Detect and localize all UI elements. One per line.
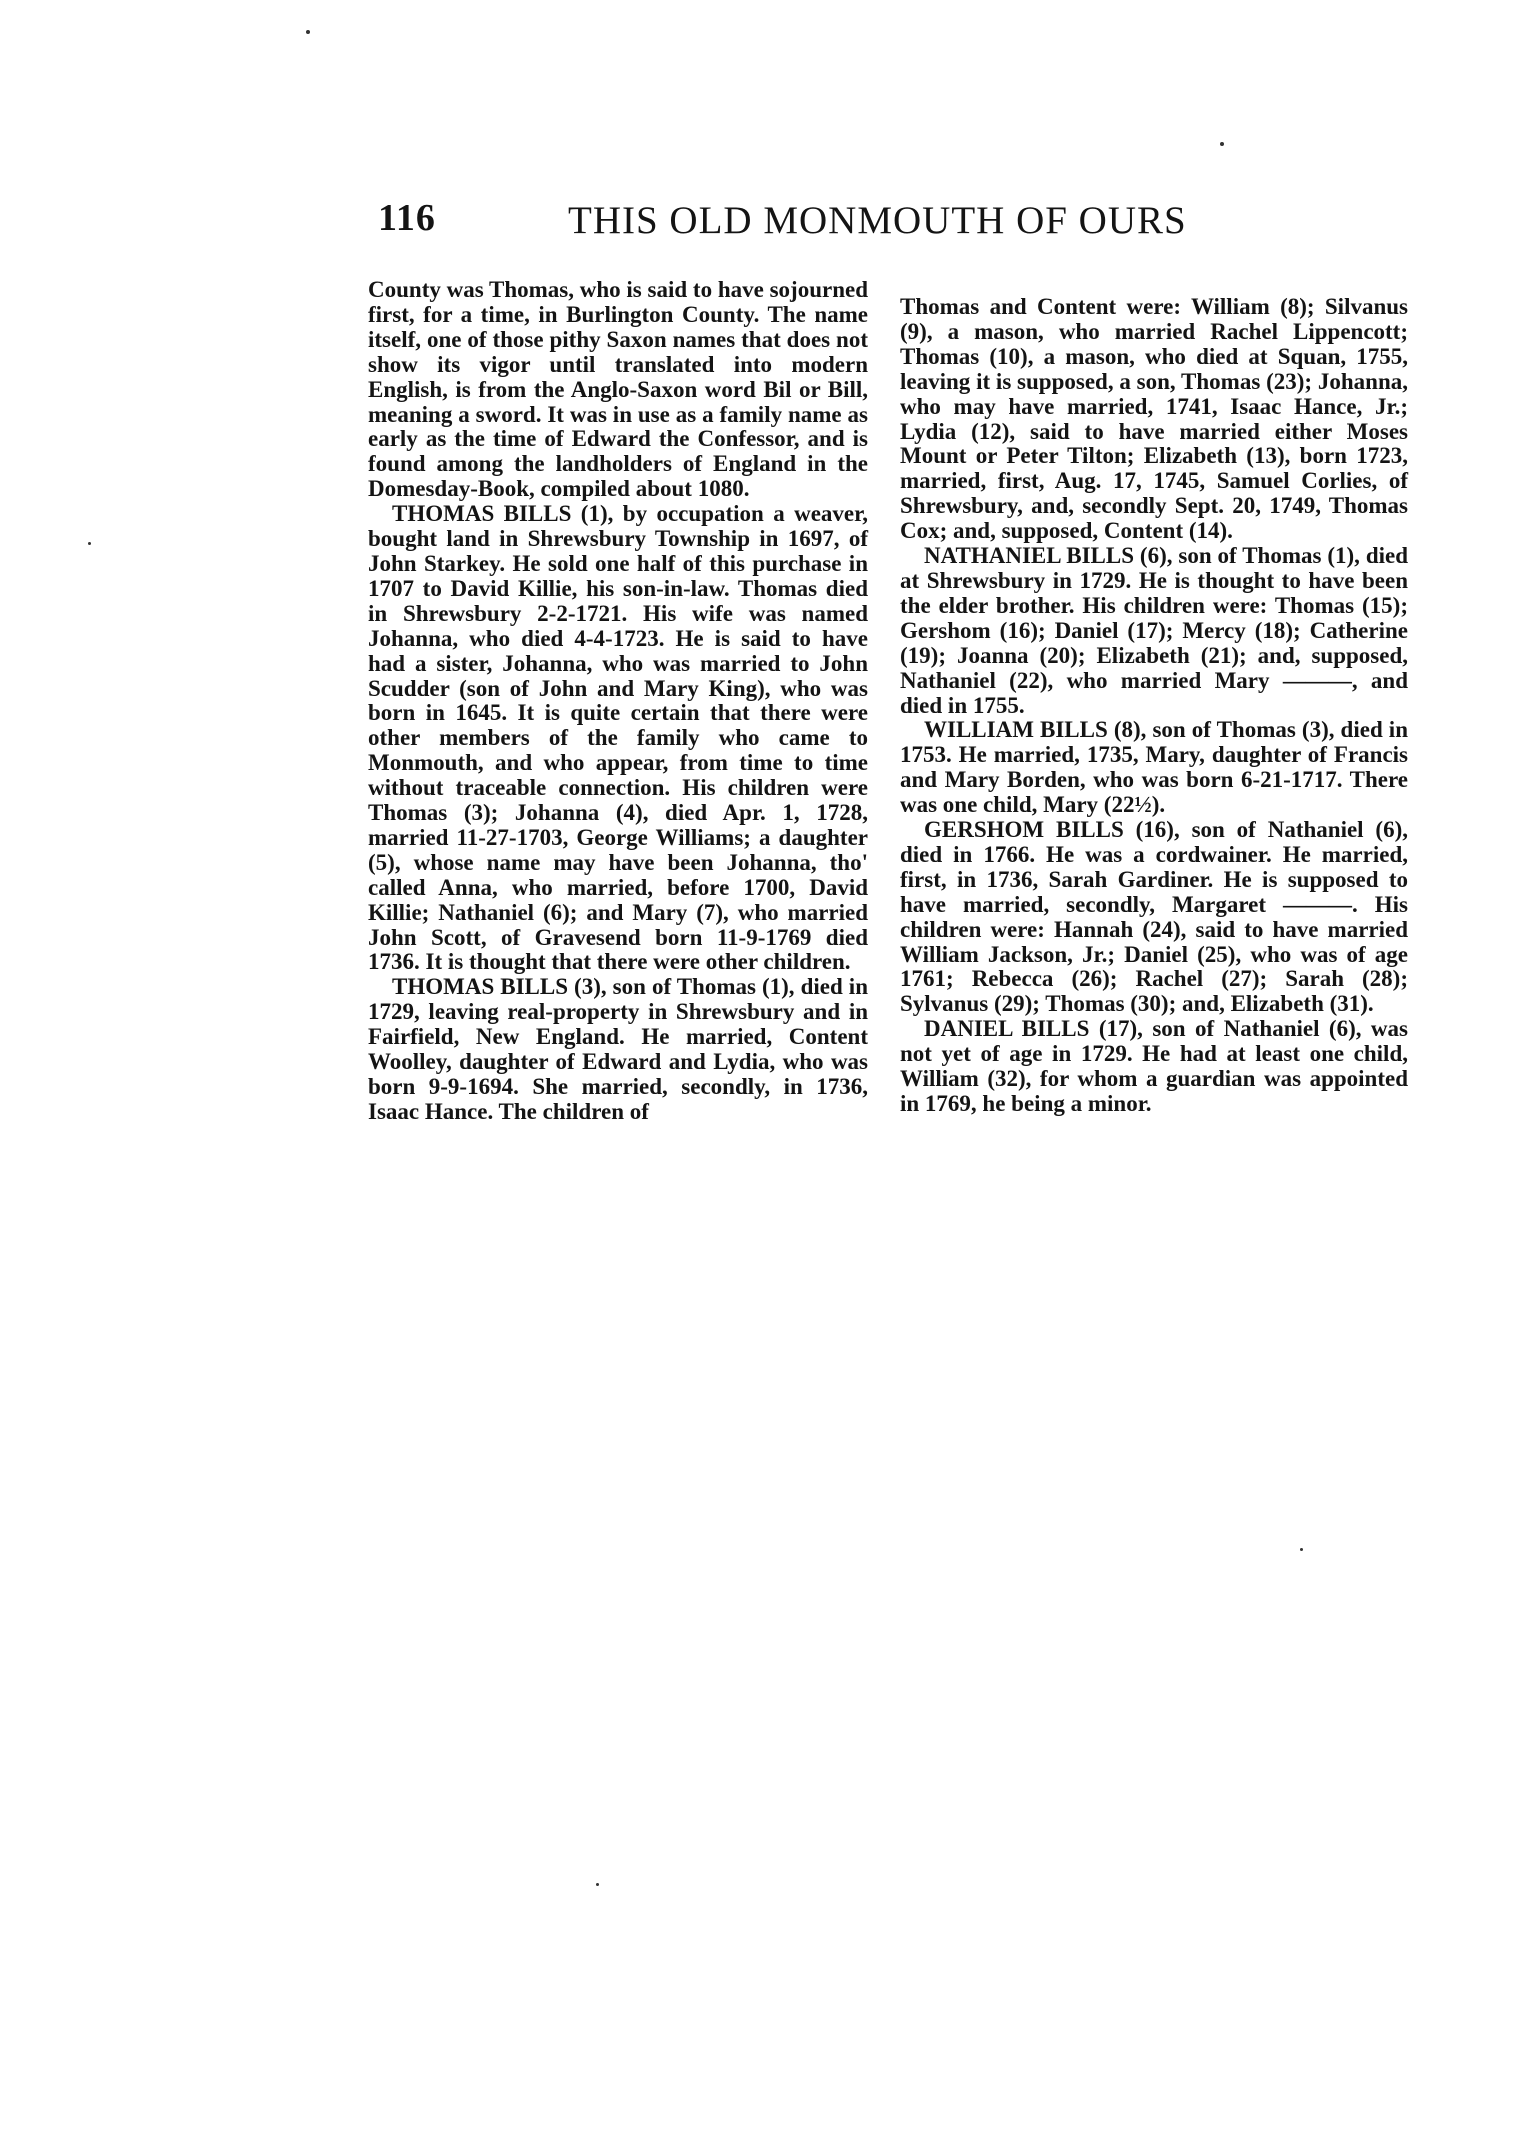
paragraph: WILLIAM BILLS (8), son of Thomas (3), died in 1753. He married, 1735, Mary, daughter of Francis and Mary Borden, who was born 6-21-1717. There was one child, Mary (22½). <box>900 717 1408 818</box>
page-number: 116 <box>378 197 436 239</box>
paragraph: THOMAS BILLS (3), son of Thomas (1), died in 1729, leaving real-property in Shrewsbury and in Fairfield, New England. He married, Content Woolley, daughter of Edward and Lydia, who was born 9-9-1694. She married, secondly, in 1736, Isaac Hance. The children of <box>368 974 868 1124</box>
right-column <box>900 295 1408 1117</box>
paragraph: NATHANIEL BILLS (6), son of Thomas (1), died at Shrewsbury in 1729. He is thought to have been the elder brother. His children were: Thomas (15); Gershom (16); Daniel (17); Mercy (18); Catherine (19); Joanna (20); Elizabeth (21); and, supposed, Nathaniel (22), who married Mary ———, and died in 1755. <box>900 543 1408 718</box>
paragraph: GERSHOM BILLS (16), son of Nathaniel (6), died in 1766. He was a cordwainer. He married, first, in 1736, Sarah Gardiner. He is supposed to have married, secondly, Margaret ———. His children were: Hannah (24), said to have married William Jackson, Jr.; Daniel (25), who was of age 1761; Rebecca (26); Rachel (27); Sarah (28); Sylvanus (29); Thomas (30); and, Elizabeth (31). <box>900 817 1408 1017</box>
paragraph: County was Thomas, who is said to have sojourned first, for a time, in Burlington County. The name itself, one of those pithy Saxon names that does not show its vigor until translated into modern English, is from the Anglo-Saxon word Bil or Bill, meaning a sword. It was in use as a family name as early as the time of Edward the Confessor, and is found among the landholders of England in the Domesday-Book, compiled about 1080. <box>368 277 868 502</box>
scan-speck <box>1300 1548 1303 1551</box>
scan-speck <box>88 542 91 545</box>
left-column <box>368 278 868 1125</box>
scan-speck <box>306 30 310 34</box>
page-header <box>378 196 1228 260</box>
scan-speck <box>1220 142 1224 146</box>
scan-speck <box>596 1883 599 1886</box>
running-title: THIS OLD MONMOUTH OF OURS <box>568 199 1187 242</box>
paragraph: DANIEL BILLS (17), son of Nathaniel (6), was not yet of age in 1729. He had at least one child, William (32), for whom a guardian was appointed in 1769, he being a minor. <box>900 1016 1408 1116</box>
paragraph: Thomas and Content were: William (8); Silvanus (9), a mason, who married Rachel Lippencott; Thomas (10), a mason, who died at Squan, 1755, leaving it is supposed, a son, Thomas (23); Johanna, who may have married, 1741, Isaac Hance, Jr.; Lydia (12), said to have married either Moses Mount or Peter Tilton; Elizabeth (13), born 1723, married, first, Aug. 17, 1745, Samuel Corlies, of Shrewsbury, and, secondly Sept. 20, 1749, Thomas Cox; and, supposed, Content (14). <box>900 294 1408 544</box>
paragraph: THOMAS BILLS (1), by occupation a weaver, bought land in Shrewsbury Township in 1697, of John Starkey. He sold one half of this purchase in 1707 to David Killie, his son-in-law. Thomas died in Shrewsbury 2-2-1721. His wife was named Johanna, who died 4-4-1723. He is said to have had a sister, Johanna, who was married to John Scudder (son of John and Mary King), who was born in 1645. It is quite certain that there were other members of the family who came to Monmouth, and who appear, from time to time without traceable connection. His children were Thomas (3); Johanna (4), died Apr. 1, 1728, married 11-27-1703, George Williams; a daughter (5), whose name may have been Johanna, tho' called Anna, who married, before 1700, David Killie; Nathaniel (6); and Mary (7), who married John Scott, of Gravesend born 11-9-1769 died 1736. It is thought that there were other children. <box>368 501 868 975</box>
